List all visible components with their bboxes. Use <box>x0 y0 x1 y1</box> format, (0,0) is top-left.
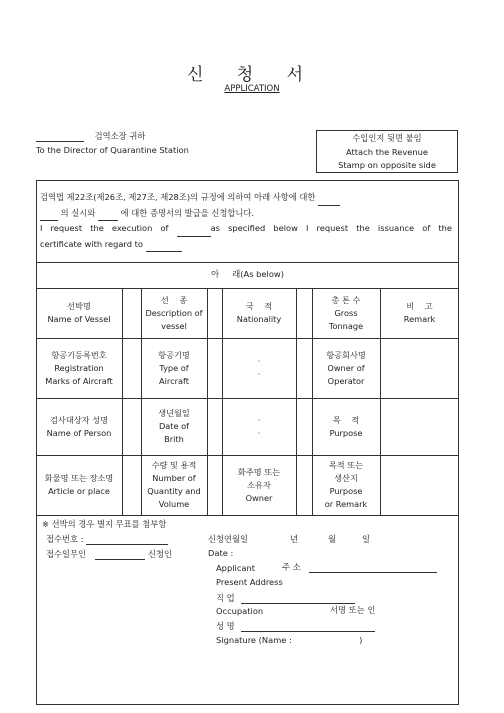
footer-note: ※ 선박의 경우 별지 무표를 첨부함 <box>42 519 167 529</box>
cell-vessel-description: 선 종 Description of vessel <box>145 294 203 331</box>
revenue-stamp-box <box>316 130 458 173</box>
occupation-en-label: Occupation <box>216 606 264 616</box>
cell-quantity: 수량 및 용적 Number of Quantity and Volume <box>147 460 201 509</box>
intro-ko-line1: 검역법 제22조(제26조, 제27조, 제28조)의 규정에 의하여 아래 사항에 대한 <box>40 192 316 202</box>
receipt-date-field[interactable] <box>95 559 145 560</box>
name-ko-label: 성 명 <box>216 621 235 631</box>
cell-gross-tonnage: 총 톤 수 Gross Tonnage <box>328 294 364 331</box>
col-line-1 <box>122 288 123 515</box>
receipt-date-row <box>46 548 145 560</box>
application-date-label: 신청연월일 <box>208 534 249 544</box>
stamp-note-line3: Stamp on opposite side <box>338 160 436 170</box>
cell-nationality: 국 적 Nationality <box>236 301 282 324</box>
intro-ko-line2a: 의 실시와 <box>60 207 96 218</box>
cell-aircraft-registration: 항공기등록번호 Registration Marks of Aircraft <box>45 349 113 386</box>
date-en-label: Date : <box>208 548 234 558</box>
cell-vessel-name: 선박명 Name of Vessel <box>47 301 111 324</box>
intro-paragraph <box>40 190 452 252</box>
divider-intro <box>36 262 459 263</box>
section-header: 아 래(As below) <box>211 269 284 279</box>
stamp-note-line2: Attach the Revenue <box>346 146 428 157</box>
address-field[interactable] <box>309 572 437 573</box>
cell-article-purpose: 목적 또는 생산지 Purpose or Remark <box>324 460 368 509</box>
intro-blank-5[interactable] <box>146 251 182 252</box>
name-field[interactable] <box>241 631 375 632</box>
col-line-5 <box>296 288 297 515</box>
intro-en-line1b: as specified below I request the issuance of the <box>210 223 452 233</box>
col-line-3 <box>207 288 208 515</box>
form-subtitle: APPLICATION <box>224 84 280 94</box>
cell-purpose: 목 적 Purpose <box>329 414 363 438</box>
month-label: 월 <box>328 534 337 544</box>
cell-aircraft-operator: 항공회사명 Owner of Operator <box>326 349 366 386</box>
signature-ko-label: 서명 또는 인 <box>330 605 376 615</box>
receipt-number-label: 접수번호 : <box>46 534 84 544</box>
address-row <box>282 561 437 573</box>
intro-blank-1[interactable] <box>318 205 340 206</box>
signature-en-row <box>216 635 362 645</box>
cell-aircraft-type: 항공기명 Type of Aircraft <box>158 349 190 386</box>
station-blank[interactable] <box>36 141 84 142</box>
cell-birth-date: 생년월일 Date of Brith <box>158 408 190 444</box>
name-row <box>216 620 375 632</box>
intro-en-line1a: I request the execution of <box>40 223 169 233</box>
occupation-ko-label: 직 업 <box>216 593 235 603</box>
addressee-english: To the Director of Quarantine Station <box>36 145 189 155</box>
addressee-korean <box>36 130 145 142</box>
cell-aircraft-dots: · · <box>257 356 261 379</box>
address-ko-label: 주 소 <box>282 562 301 572</box>
receipt-number-field[interactable] <box>86 544 168 545</box>
applicant-en-label: Applicant <box>216 563 255 573</box>
cell-owner: 화주명 또는 소유자 Owner <box>237 466 281 503</box>
cell-remark: 비 고 Remark <box>403 301 436 324</box>
form-title: 신 청 서 <box>186 65 318 85</box>
stamp-note-line1: 수입인지 뒷면 붙임 <box>352 133 422 143</box>
occupation-row <box>216 592 355 604</box>
year-label: 년 <box>290 534 299 544</box>
intro-en-line2: certificate with regard to <box>40 238 143 249</box>
addressee-korean-text: 검역소장 귀하 <box>94 131 146 141</box>
signature-en-label: Signature (Name : <box>216 635 292 645</box>
cell-person-name: 검사대상자 성명 Name of Person <box>46 414 112 438</box>
row-divider-4 <box>36 515 459 516</box>
cell-person-dots: · · <box>257 414 261 438</box>
receipt-date-label: 접수일무인 <box>46 549 87 559</box>
cell-article: 화물명 또는 장소명 Article or place <box>44 473 114 496</box>
address-en-label: Present Address <box>216 577 283 587</box>
intro-ko-line2b: 에 대한 증명서의 발급을 신청합니다. <box>120 207 255 218</box>
receipt-number-row <box>46 533 168 545</box>
signature-close-paren: ) <box>359 635 363 645</box>
day-label: 일 <box>362 534 371 544</box>
intro-blank-4[interactable] <box>177 236 211 237</box>
applicant-ko-label: 신청인 <box>148 549 173 559</box>
